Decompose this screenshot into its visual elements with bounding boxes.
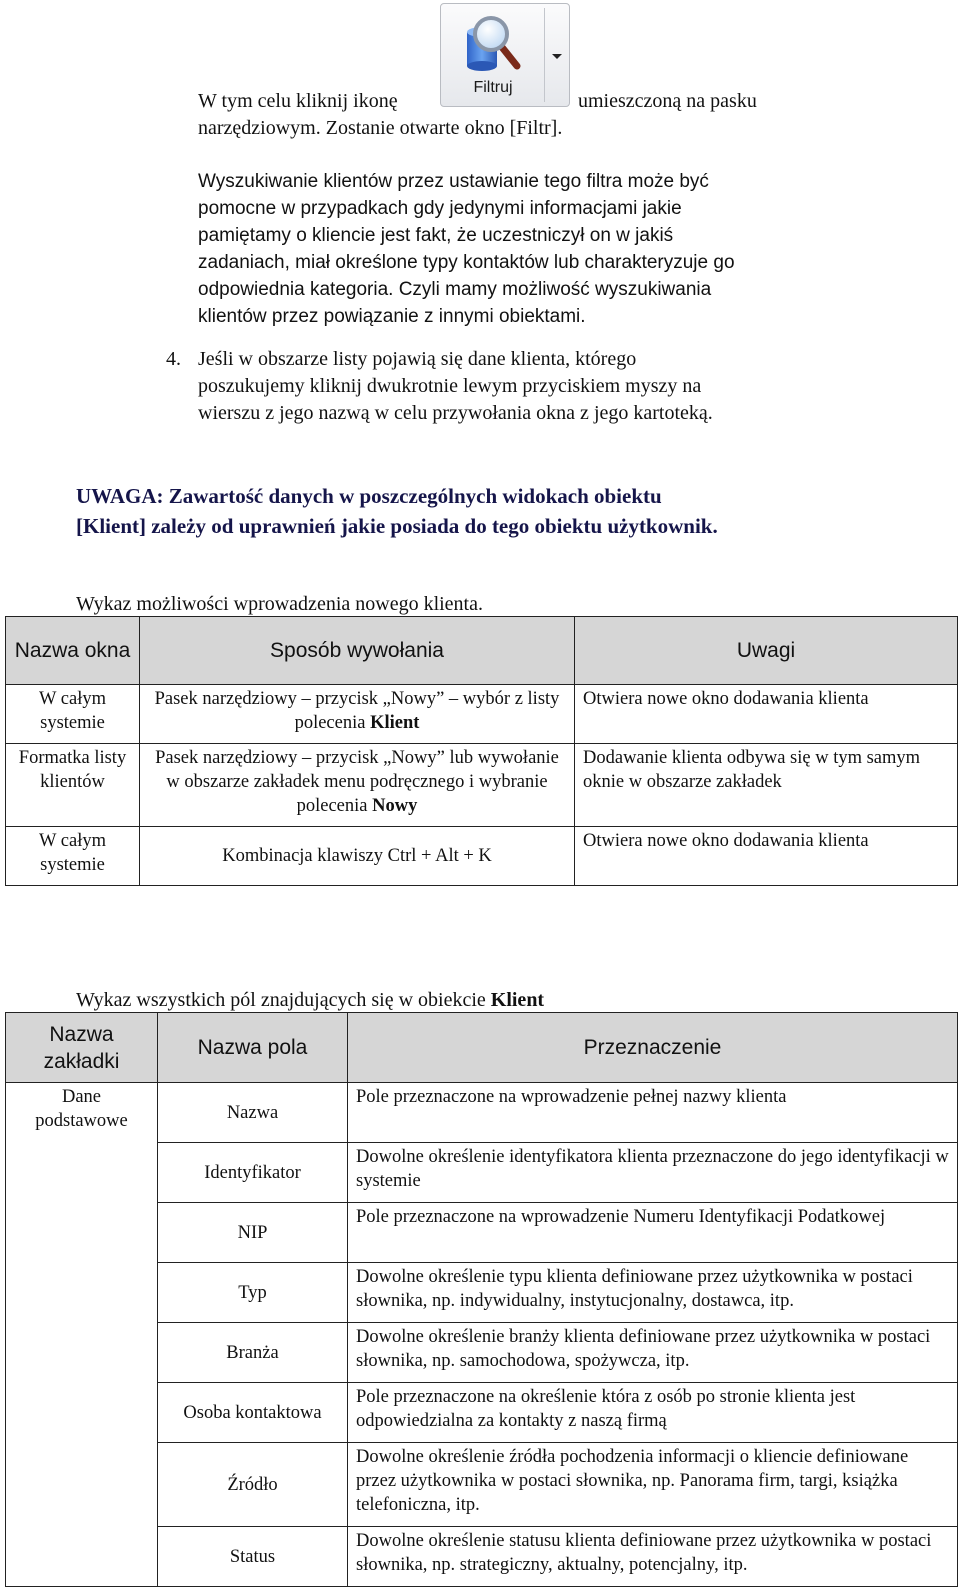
- window-cell: W całym systemie: [6, 827, 140, 886]
- method-bold: Nowy: [372, 796, 418, 816]
- step4-line: poszukujemy kliknij dwukrotnie lewym przyciskiem myszy na: [198, 375, 702, 397]
- field-name-cell: Źródło: [158, 1443, 348, 1527]
- paragraph-line: klientów przez powiązanie z innymi obiektami.: [198, 306, 586, 327]
- field-name-cell: Typ: [158, 1263, 348, 1323]
- caption-text: Wykaz wszystkich pól znajdujących się w obiekcie: [76, 989, 491, 1011]
- method-cell: [140, 827, 575, 886]
- table2-caption: [76, 988, 544, 1012]
- method-text: Pasek narzędziowy – przycisk „Nowy” lub wywołanie w obszarze zakładek menu podręcznego i wybranie polecenia: [155, 748, 559, 816]
- warning-line2: [Klient] zależy od uprawnień jakie posiada do tego obiektu użytkownik.: [76, 514, 718, 538]
- note-cell: Dodawanie klienta odbywa się w tym samym oknie w obszarze zakładek: [575, 744, 958, 827]
- table-header-row: [6, 617, 958, 685]
- method-cell: [140, 685, 575, 744]
- purpose-cell: Dowolne określenie typu klienta definiowane przez użytkownika w postaci słownika, np. indywidualny, instytucjonalny, dostawca, itp.: [348, 1263, 958, 1323]
- method-text: Pasek narzędziowy – przycisk „Nowy” – wybór z listy polecenia: [154, 689, 560, 733]
- table-row: [6, 827, 958, 886]
- paragraph-line: Wyszukiwanie klientów przez ustawianie tego filtra może być: [198, 171, 709, 192]
- purpose-cell: Dowolne określenie identyfikatora klienta przeznaczone do jego identyfikacji w systemie: [348, 1143, 958, 1203]
- filter-button-label: Filtruj: [473, 79, 513, 96]
- step4-line: Jeśli w obszarze listy pojawią się dane klienta, którego: [198, 348, 637, 370]
- field-name-cell: Nazwa: [158, 1083, 348, 1143]
- field-name-cell: Status: [158, 1527, 348, 1587]
- column-header: Nazwa pola: [158, 1013, 348, 1083]
- method-text: Kombinacja klawiszy Ctrl + Alt + K: [222, 846, 492, 866]
- window-cell: Formatka listy klientów: [6, 744, 140, 827]
- purpose-cell: Dowolne określenie branży klienta definiowane przez użytkownika w postaci słownika, np. samochodowa, spożywcza, itp.: [348, 1323, 958, 1383]
- paragraph-line: odpowiednia kategoria. Czyli mamy możliwość wyszukiwania: [198, 279, 712, 300]
- window-cell: W całym systemie: [6, 685, 140, 744]
- intro-line2: narzędziowym. Zostanie otwarte okno [Filtr].: [198, 117, 563, 139]
- paragraph-line: zadaniach, miał określone typy kontaktów lub charakteryzuje go: [198, 252, 735, 273]
- column-header: Nazwa okna: [6, 617, 140, 685]
- paragraph-line: pomocne w przypadkach gdy jedynymi informacjami jakie: [198, 198, 682, 219]
- split-divider: [544, 8, 545, 102]
- field-name-cell: Branża: [158, 1323, 348, 1383]
- table-row: [6, 744, 958, 827]
- step4-text: [198, 346, 918, 427]
- column-header: Przeznaczenie: [348, 1013, 958, 1083]
- column-header: Sposób wywołania: [140, 617, 575, 685]
- step-number: 4.: [166, 348, 181, 370]
- method-bold: Klient: [370, 713, 420, 733]
- step4-line: wierszu z jego nazwą w celu przywołania okna z jego kartoteką.: [198, 402, 713, 424]
- table-header-row: [6, 1013, 958, 1083]
- intro-line1-before: W tym celu kliknij ikonę: [198, 90, 398, 112]
- purpose-cell: Pole przeznaczone na wprowadzenie Numeru Identyfikacji Podatkowej: [348, 1203, 958, 1263]
- purpose-cell: Pole przeznaczone na wprowadzenie pełnej nazwy klienta: [348, 1083, 958, 1143]
- magnifier-database-icon: [453, 10, 543, 80]
- method-cell: [140, 744, 575, 827]
- new-client-methods-table: [5, 616, 958, 886]
- warning-note: [76, 481, 936, 541]
- table-row: [6, 685, 958, 744]
- warning-line1: UWAGA: Zawartość danych w poszczególnych widokach obiektu: [76, 484, 662, 508]
- column-header: Nazwa zakładki: [6, 1013, 158, 1083]
- table1-caption: Wykaz możliwości wprowadzenia nowego klienta.: [76, 593, 483, 615]
- filter-toolbar-button[interactable]: [440, 3, 570, 107]
- paragraph-line: pamiętamy o kliencie jest fakt, że uczestniczył on w jakiś: [198, 225, 674, 246]
- intro-line1-after: umieszczoną na pasku: [578, 90, 757, 112]
- caption-bold: Klient: [490, 989, 545, 1011]
- note-cell: Otwiera nowe okno dodawania klienta: [575, 685, 958, 744]
- field-name-cell: Osoba kontaktowa: [158, 1383, 348, 1443]
- field-name-cell: Identyfikator: [158, 1143, 348, 1203]
- table-row: [6, 1083, 958, 1143]
- dropdown-arrow-icon[interactable]: [552, 54, 562, 59]
- note-cell: Otwiera nowe okno dodawania klienta: [575, 827, 958, 886]
- paragraph-filter-description: [198, 168, 918, 330]
- client-fields-table: [5, 1012, 958, 1587]
- purpose-cell: Pole przeznaczone na określenie która z osób po stronie klienta jest odpowiedzialna za kontakty z naszą firmą: [348, 1383, 958, 1443]
- column-header: Uwagi: [575, 617, 958, 685]
- field-name-cell: NIP: [158, 1203, 348, 1263]
- purpose-cell: Dowolne określenie źródła pochodzenia informacji o kliencie definiowane przez użytkownika w postaci słownika, np. Panorama firm, targi, książka telefoniczna, itp.: [348, 1443, 958, 1527]
- tab-name-cell: Dane podstawowe: [6, 1083, 158, 1587]
- purpose-cell: Dowolne określenie statusu klienta definiowane przez użytkownika w postaci słownika, np. strategiczny, aktualny, potencjalny, itp.: [348, 1527, 958, 1587]
